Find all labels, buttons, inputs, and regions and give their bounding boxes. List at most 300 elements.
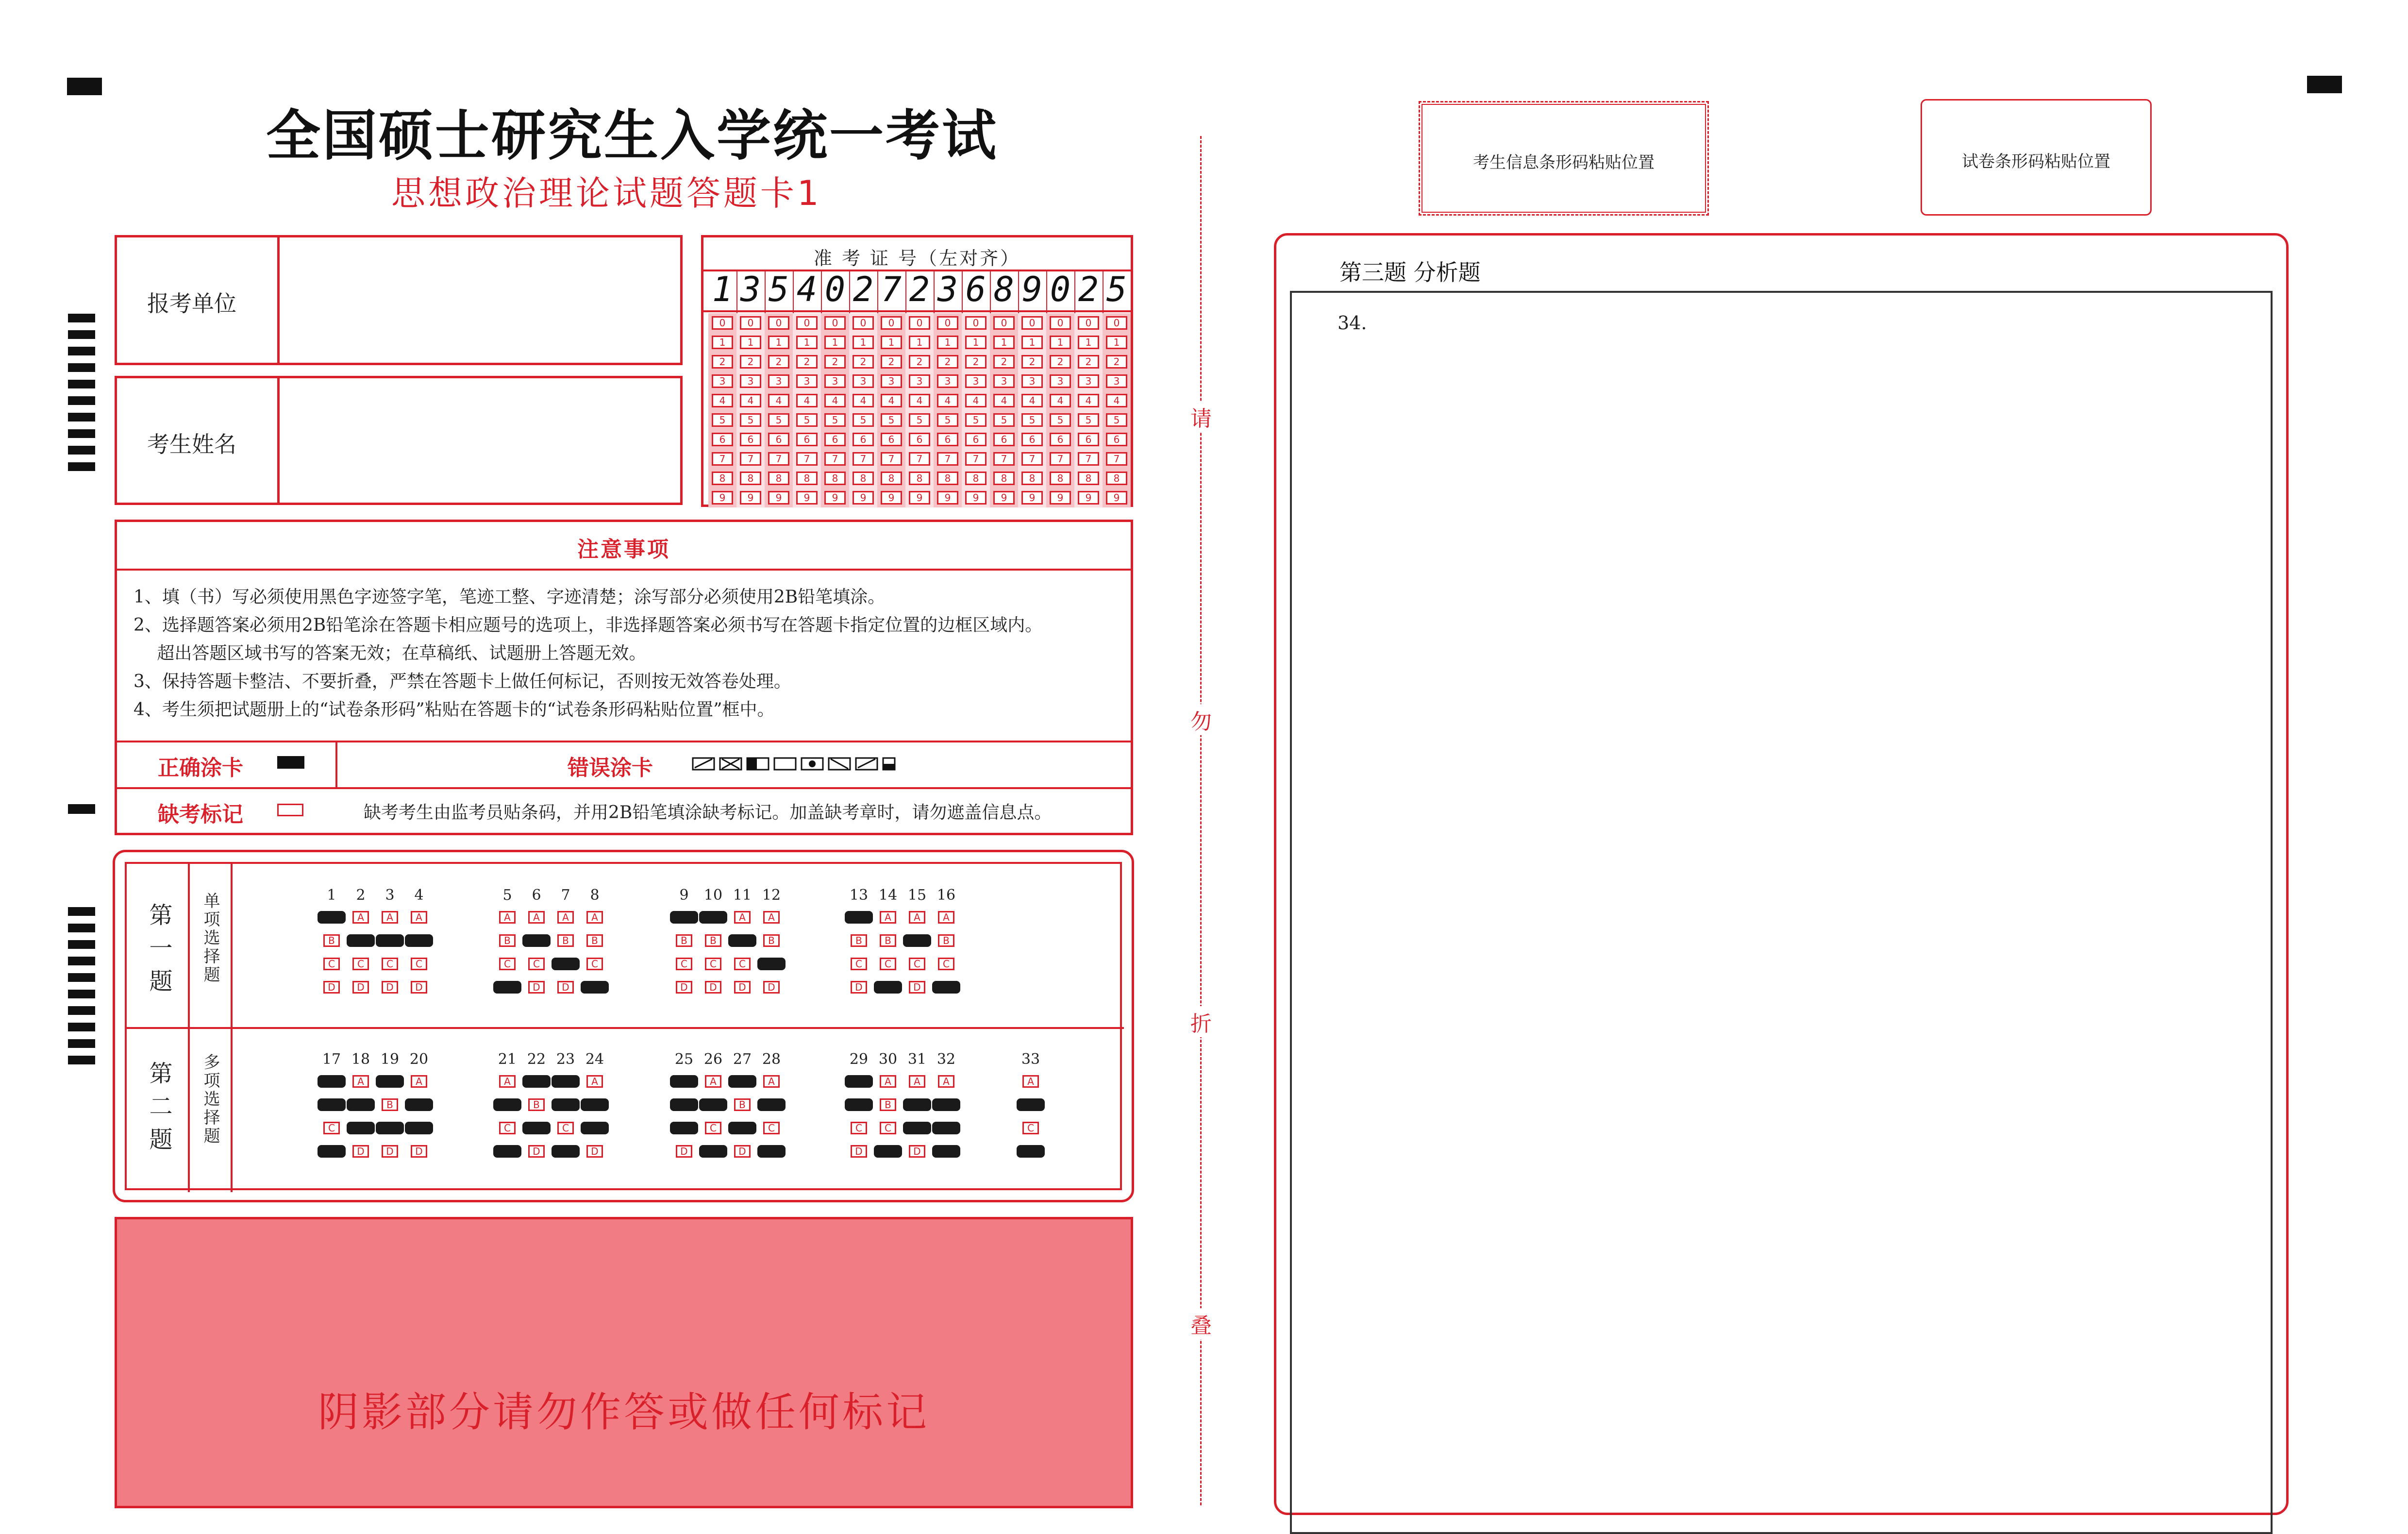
option-c-bubble[interactable]: C [382,958,398,970]
ticket-bubble[interactable]: 3 [712,374,733,388]
option-b-bubble[interactable]: B [757,1098,786,1111]
ticket-bubble[interactable]: 1 [853,336,874,349]
ticket-bubble[interactable]: 2 [796,355,818,369]
ticket-bubble[interactable]: 0 [712,316,733,330]
option-c-bubble[interactable]: C [323,1122,340,1134]
ticket-bubble[interactable]: 6 [1106,433,1127,446]
ticket-bubble[interactable]: 1 [937,336,958,349]
option-d-bubble[interactable]: D [734,1145,751,1158]
option-c-bubble[interactable]: C [376,1122,404,1134]
option-d-bubble[interactable]: D [734,981,751,994]
option-c-bubble[interactable]: C [932,1122,960,1134]
option-c-bubble[interactable]: C [705,1122,721,1134]
option-d-bubble[interactable]: D [382,1145,398,1158]
ticket-bubble[interactable]: 4 [993,394,1015,407]
ticket-bubble[interactable]: 2 [853,355,874,369]
ticket-bubble[interactable]: 8 [993,472,1015,485]
ticket-bubble[interactable]: 9 [796,491,818,505]
option-d-bubble[interactable]: D [763,981,780,994]
ticket-bubble[interactable]: 0 [768,316,789,330]
ticket-bubble[interactable]: 2 [712,355,733,369]
option-c-bubble[interactable]: C [705,958,721,970]
ticket-bubble[interactable]: 8 [768,472,789,485]
option-c-bubble[interactable]: C [909,958,925,970]
ticket-bubble[interactable]: 0 [740,316,761,330]
option-c-bubble[interactable]: C [728,1122,756,1134]
ticket-bubble[interactable]: 5 [1106,413,1127,427]
option-b-bubble[interactable]: B [405,934,433,947]
ticket-bubble[interactable]: 3 [1021,374,1043,388]
ticket-bubble[interactable]: 1 [909,336,930,349]
option-c-bubble[interactable]: C [411,958,427,970]
ticket-bubble[interactable]: 6 [853,433,874,446]
option-d-bubble[interactable]: D [874,981,902,994]
option-b-bubble[interactable]: B [318,1098,346,1111]
ticket-bubble[interactable]: 6 [768,433,789,446]
ticket-bubble[interactable]: 8 [740,472,761,485]
ticket-bubble[interactable]: 2 [740,355,761,369]
ticket-bubble[interactable]: 1 [712,336,733,349]
ticket-bubble[interactable]: 9 [1078,491,1099,505]
option-d-bubble[interactable]: D [411,1145,427,1158]
ticket-bubble[interactable]: 1 [965,336,987,349]
ticket-bubble[interactable]: 6 [1050,433,1071,446]
ticket-bubble[interactable]: 2 [1050,355,1071,369]
ticket-digit: 8 [993,270,1015,309]
ticket-bubble[interactable]: 2 [1021,355,1043,369]
option-b-bubble[interactable]: B [323,934,340,947]
option-b-bubble[interactable]: B [552,1098,580,1111]
option-a-bubble[interactable]: A [938,1075,954,1088]
ticket-bubble[interactable]: 0 [1021,316,1043,330]
option-d-bubble[interactable]: D [493,1145,521,1158]
option-a-bubble[interactable]: A [734,911,751,924]
ticket-bubble[interactable]: 5 [768,413,789,427]
option-d-bubble[interactable]: D [586,1145,603,1158]
ticket-bubble[interactable]: 8 [1106,472,1127,485]
ticket-bubble[interactable]: 4 [909,394,930,407]
option-a-bubble[interactable]: A [499,911,516,924]
option-d-bubble[interactable]: D [528,1145,545,1158]
ticket-bubble[interactable]: 4 [1050,394,1071,407]
ticket-bubble[interactable]: 7 [768,452,789,466]
ticket-bubble[interactable]: 9 [1050,491,1071,505]
ticket-bubble[interactable]: 4 [965,394,987,407]
ticket-bubble[interactable]: 1 [1050,336,1071,349]
ticket-bubble[interactable]: 7 [881,452,902,466]
option-c-bubble[interactable]: C [347,1122,375,1134]
option-b-bubble[interactable]: B [932,1098,960,1111]
ticket-bubble[interactable]: 4 [937,394,958,407]
ticket-bubble[interactable]: 3 [1106,374,1127,388]
ticket-bubble[interactable]: 0 [881,316,902,330]
ticket-bubble[interactable]: 7 [796,452,818,466]
ticket-bubble[interactable]: 5 [1021,413,1043,427]
ticket-bubble[interactable]: 3 [796,374,818,388]
option-a-bubble[interactable]: A [705,1075,721,1088]
ticket-bubble[interactable]: 1 [796,336,818,349]
option-d-bubble[interactable]: D [932,981,960,994]
ticket-bubble[interactable]: 5 [881,413,902,427]
ticket-bubble[interactable]: 3 [965,374,987,388]
ticket-digit: 4 [796,270,818,309]
option-b-bubble[interactable]: B [557,934,574,947]
ticket-bubble[interactable]: 9 [740,491,761,505]
option-c-bubble[interactable]: C [880,1122,896,1134]
option-b-bubble[interactable]: B [938,934,954,947]
option-a-bubble[interactable]: A [382,911,398,924]
option-a-bubble[interactable]: A [318,911,346,924]
option-d-bubble[interactable]: D [932,1145,960,1158]
option-c-bubble[interactable]: C [323,958,340,970]
option-d-bubble[interactable]: D [757,1145,786,1158]
ticket-bubble[interactable]: 8 [712,472,733,485]
ticket-bubble[interactable]: 7 [740,452,761,466]
option-d-bubble[interactable]: D [552,1145,580,1158]
option-d-bubble[interactable]: D [1017,1145,1045,1158]
ticket-bubble[interactable]: 3 [853,374,874,388]
option-b-bubble[interactable]: B [581,1098,609,1111]
ticket-bubble[interactable]: 6 [712,433,733,446]
ticket-bubble[interactable]: 8 [824,472,846,485]
ticket-bubble[interactable]: 3 [993,374,1015,388]
option-d-bubble[interactable]: D [874,1145,902,1158]
ticket-bubble[interactable]: 2 [965,355,987,369]
option-d-bubble[interactable]: D [581,981,609,994]
ticket-bubble[interactable]: 6 [1021,433,1043,446]
option-a-bubble[interactable]: A [728,1075,756,1088]
name-field[interactable] [280,378,678,503]
option-d-bubble[interactable]: D [382,981,398,994]
ticket-bubble[interactable]: 2 [1078,355,1099,369]
option-b-bubble[interactable]: B [376,934,404,947]
ticket-bubble[interactable]: 7 [712,452,733,466]
option-c-bubble[interactable]: C [676,958,692,970]
ticket-bubble[interactable]: 7 [965,452,987,466]
ticket-bubble[interactable]: 9 [1106,491,1127,505]
ticket-bubble[interactable]: 9 [768,491,789,505]
ticket-bubble[interactable]: 3 [740,374,761,388]
notice-line-1: 1、填（书）写必须使用黑色字迹签字笔，笔迹工整、字迹清楚；涂写部分必须使用2B铅笔填涂。 [134,587,886,607]
ticket-bubble[interactable]: 2 [824,355,846,369]
option-d-bubble[interactable]: D [528,981,545,994]
option-b-bubble[interactable]: B [493,1098,521,1111]
ticket-bubble[interactable]: 9 [965,491,987,505]
option-b-bubble[interactable]: B [528,1098,545,1111]
ticket-bubble[interactable]: 1 [740,336,761,349]
ticket-bubble[interactable]: 7 [909,452,930,466]
option-a-bubble[interactable]: A [318,1075,346,1088]
question-number: 23 [556,1051,575,1068]
option-a-bubble[interactable]: A [699,911,727,924]
option-b-bubble[interactable]: B [705,934,721,947]
option-b-bubble[interactable]: B [880,934,896,947]
option-b-bubble[interactable]: B [670,1098,698,1111]
option-a-bubble[interactable]: A [522,1075,551,1088]
option-b-bubble[interactable]: B [522,934,551,947]
ticket-bubble[interactable]: 7 [1106,452,1127,466]
option-d-bubble[interactable]: D [676,981,692,994]
ticket-digit: 2 [1078,270,1099,309]
ticket-bubble[interactable]: 7 [1050,452,1071,466]
option-c-bubble[interactable]: C [499,1122,516,1134]
ticket-bubble[interactable]: 1 [1078,336,1099,349]
option-c-bubble[interactable]: C [586,958,603,970]
option-d-bubble[interactable]: D [909,981,925,994]
option-d-bubble[interactable]: D [411,981,427,994]
ticket-bubble[interactable]: 5 [824,413,846,427]
option-c-bubble[interactable]: C [499,958,516,970]
option-b-bubble[interactable]: B [405,1098,433,1111]
ticket-bubble[interactable]: 6 [824,433,846,446]
ticket-bubble[interactable]: 7 [937,452,958,466]
ticket-bubble[interactable]: 4 [1021,394,1043,407]
ticket-bubble[interactable]: 6 [909,433,930,446]
ticket-bubble[interactable]: 2 [909,355,930,369]
ticket-bubble[interactable]: 0 [853,316,874,330]
ticket-bubble[interactable]: 8 [881,472,902,485]
option-b-bubble[interactable]: B [586,934,603,947]
ticket-bubble[interactable]: 0 [1078,316,1099,330]
ticket-bubble[interactable]: 9 [853,491,874,505]
option-d-bubble[interactable]: D [323,981,340,994]
ticket-bubble[interactable]: 5 [1050,413,1071,427]
option-c-bubble[interactable]: C [670,1122,698,1134]
ticket-bubble[interactable]: 0 [993,316,1015,330]
option-b-bubble[interactable]: B [845,1098,873,1111]
option-a-bubble[interactable]: A [376,1075,404,1088]
option-c-bubble[interactable]: C [763,1122,780,1134]
ticket-bubble[interactable]: 4 [881,394,902,407]
section3-answer-area[interactable] [1290,291,2273,1534]
ticket-bubble[interactable]: 8 [853,472,874,485]
ticket-bubble[interactable]: 1 [1021,336,1043,349]
ticket-bubble[interactable]: 5 [712,413,733,427]
ticket-bubble[interactable]: 8 [909,472,930,485]
ticket-bubble[interactable]: 7 [1078,452,1099,466]
option-b-bubble[interactable]: B [499,934,516,947]
ticket-bubble[interactable]: 6 [937,433,958,446]
ticket-column [905,313,934,507]
ticket-bubble[interactable]: 3 [937,374,958,388]
option-d-bubble[interactable]: D [851,1145,867,1158]
question-number: 29 [849,1051,869,1068]
ticket-bubble[interactable]: 0 [1050,316,1071,330]
option-a-bubble[interactable]: A [880,1075,896,1088]
option-d-bubble[interactable]: D [352,981,369,994]
ticket-bubble[interactable]: 3 [1050,374,1071,388]
option-d-bubble[interactable]: D [705,981,721,994]
option-c-bubble[interactable]: C [405,1122,433,1134]
option-d-bubble[interactable]: D [851,981,867,994]
option-b-bubble[interactable]: B [1017,1098,1045,1111]
option-a-bubble[interactable]: A [586,911,603,924]
option-c-bubble[interactable]: C [903,1122,931,1134]
ticket-bubble[interactable]: 4 [796,394,818,407]
ticket-bubble[interactable]: 1 [1106,336,1127,349]
option-b-bubble[interactable]: B [676,934,692,947]
ticket-bubble[interactable]: 2 [993,355,1015,369]
ticket-bubble[interactable]: 3 [909,374,930,388]
ticket-bubble[interactable]: 2 [1106,355,1127,369]
ticket-bubble[interactable]: 7 [1021,452,1043,466]
ticket-bubble[interactable]: 3 [881,374,902,388]
option-a-bubble[interactable]: A [670,911,698,924]
option-d-bubble[interactable]: D [557,981,574,994]
option-a-bubble[interactable]: A [552,1075,580,1088]
ticket-bubble[interactable]: 9 [712,491,733,505]
ticket-bubble[interactable]: 4 [768,394,789,407]
option-c-bubble[interactable]: C [851,1122,867,1134]
ticket-bubble[interactable]: 2 [937,355,958,369]
option-a-bubble[interactable]: A [845,1075,873,1088]
ticket-bubble[interactable]: 0 [909,316,930,330]
option-a-bubble[interactable]: A [586,1075,603,1088]
option-b-bubble[interactable]: B [382,1098,398,1111]
notice-line-3: 超出答题区域书写的答案无效；在草稿纸、试题册上答题无效。 [140,643,647,663]
option-b-bubble[interactable]: B [728,934,756,947]
ticket-bubble[interactable]: 8 [937,472,958,485]
ticket-bubble[interactable]: 2 [881,355,902,369]
ticket-bubble[interactable]: 6 [740,433,761,446]
option-c-bubble[interactable]: C [734,958,751,970]
option-b-bubble[interactable]: B [347,1098,375,1111]
ticket-bubble[interactable]: 4 [740,394,761,407]
ticket-bubble[interactable]: 0 [965,316,987,330]
option-a-bubble[interactable]: A [499,1075,516,1088]
option-a-bubble[interactable]: A [557,911,574,924]
ticket-column [990,313,1018,507]
paper-barcode-box[interactable] [1921,99,2152,216]
ticket-bubble[interactable]: 8 [796,472,818,485]
option-d-bubble[interactable]: D [352,1145,369,1158]
ticket-bubble[interactable]: 9 [881,491,902,505]
student-barcode-box[interactable] [1419,101,1709,216]
option-b-bubble[interactable]: B [734,1098,751,1111]
option-c-bubble[interactable]: C [938,958,954,970]
ticket-bubble[interactable]: 0 [937,316,958,330]
ticket-bubble[interactable]: 8 [1021,472,1043,485]
option-a-bubble[interactable]: A [528,911,545,924]
option-c-bubble[interactable]: C [528,958,545,970]
option-b-bubble[interactable]: B [903,1098,931,1111]
question-number: 13 [849,887,869,904]
option-c-bubble[interactable]: C [352,958,369,970]
ticket-bubble[interactable]: 1 [881,336,902,349]
ticket-bubble[interactable]: 7 [853,452,874,466]
option-a-bubble[interactable]: A [411,911,427,924]
option-a-bubble[interactable]: A [352,1075,369,1088]
ticket-bubble[interactable]: 3 [824,374,846,388]
option-c-bubble[interactable]: C [557,1122,574,1134]
option-a-bubble[interactable]: A [880,911,896,924]
question-number: 1 [327,887,336,904]
ticket-bubble[interactable]: 5 [1078,413,1099,427]
option-a-bubble[interactable]: A [763,911,780,924]
ticket-bubble[interactable]: 9 [993,491,1015,505]
option-b-bubble[interactable]: B [903,934,931,947]
ticket-bubble[interactable]: 4 [1078,394,1099,407]
ticket-bubble[interactable]: 5 [993,413,1015,427]
ticket-bubble[interactable]: 6 [1078,433,1099,446]
ticket-bubble[interactable]: 4 [853,394,874,407]
option-b-bubble[interactable]: B [880,1098,896,1111]
option-a-bubble[interactable]: A [763,1075,780,1088]
ticket-bubble[interactable]: 5 [853,413,874,427]
option-d-bubble[interactable]: D [676,1145,692,1158]
ticket-bubble[interactable]: 6 [881,433,902,446]
option-a-bubble[interactable]: A [909,911,925,924]
option-b-bubble[interactable]: B [347,934,375,947]
option-b-bubble[interactable]: B [851,934,867,947]
ticket-bubble[interactable]: 4 [1106,394,1127,407]
ticket-bubble[interactable]: 3 [1078,374,1099,388]
ticket-bubble[interactable]: 6 [796,433,818,446]
ticket-bubble[interactable]: 0 [1106,316,1127,330]
ticket-bubble[interactable]: 5 [740,413,761,427]
ticket-bubble[interactable]: 8 [965,472,987,485]
ticket-bubble[interactable]: 1 [768,336,789,349]
option-a-bubble[interactable]: A [352,911,369,924]
unit-field[interactable] [280,237,678,363]
option-a-bubble[interactable]: A [670,1075,698,1088]
ticket-bubble[interactable]: 6 [993,433,1015,446]
ticket-bubble[interactable]: 8 [1078,472,1099,485]
ticket-bubble[interactable]: 2 [768,355,789,369]
ticket-bubble[interactable]: 4 [712,394,733,407]
option-d-bubble[interactable]: D [493,981,521,994]
ticket-bubble[interactable]: 7 [993,452,1015,466]
option-a-bubble[interactable]: A [938,911,954,924]
ticket-bubble[interactable]: 1 [993,336,1015,349]
option-d-bubble[interactable]: D [909,1145,925,1158]
ticket-bubble[interactable]: 8 [1050,472,1071,485]
option-d-bubble[interactable]: D [318,1145,346,1158]
ticket-bubble[interactable]: 4 [824,394,846,407]
option-a-bubble[interactable]: A [1022,1075,1039,1088]
option-c-bubble[interactable]: C [851,958,867,970]
ticket-digit: 3 [937,270,958,309]
ticket-bubble[interactable]: 7 [824,452,846,466]
option-b-bubble[interactable]: B [699,1098,727,1111]
option-d-bubble[interactable]: D [699,1145,727,1158]
option-a-bubble[interactable]: A [909,1075,925,1088]
ticket-bubble[interactable]: 5 [937,413,958,427]
ticket-bubble[interactable]: 5 [796,413,818,427]
ticket-bubble[interactable]: 3 [768,374,789,388]
ticket-bubble[interactable]: 9 [1021,491,1043,505]
option-c-bubble[interactable]: C [880,958,896,970]
ticket-bubble[interactable]: 5 [965,413,987,427]
ticket-bubble[interactable]: 1 [824,336,846,349]
option-c-bubble[interactable]: C [1022,1122,1039,1134]
absent-checkbox[interactable] [277,804,303,816]
ticket-bubble[interactable]: 9 [937,491,958,505]
option-a-bubble[interactable]: A [411,1075,427,1088]
option-b-bubble[interactable]: B [763,934,780,947]
option-c-bubble[interactable]: C [581,1122,609,1134]
option-c-bubble[interactable]: C [522,1122,551,1134]
option-c-bubble[interactable]: C [552,958,580,970]
ticket-bubble[interactable]: 9 [909,491,930,505]
option-c-bubble[interactable]: C [757,958,786,970]
ticket-bubble[interactable]: 5 [909,413,930,427]
ticket-bubble[interactable]: 0 [824,316,846,330]
option-a-bubble[interactable]: A [845,911,873,924]
ticket-bubble[interactable]: 9 [824,491,846,505]
ticket-bubble[interactable]: 6 [965,433,987,446]
ticket-bubble[interactable]: 0 [796,316,818,330]
